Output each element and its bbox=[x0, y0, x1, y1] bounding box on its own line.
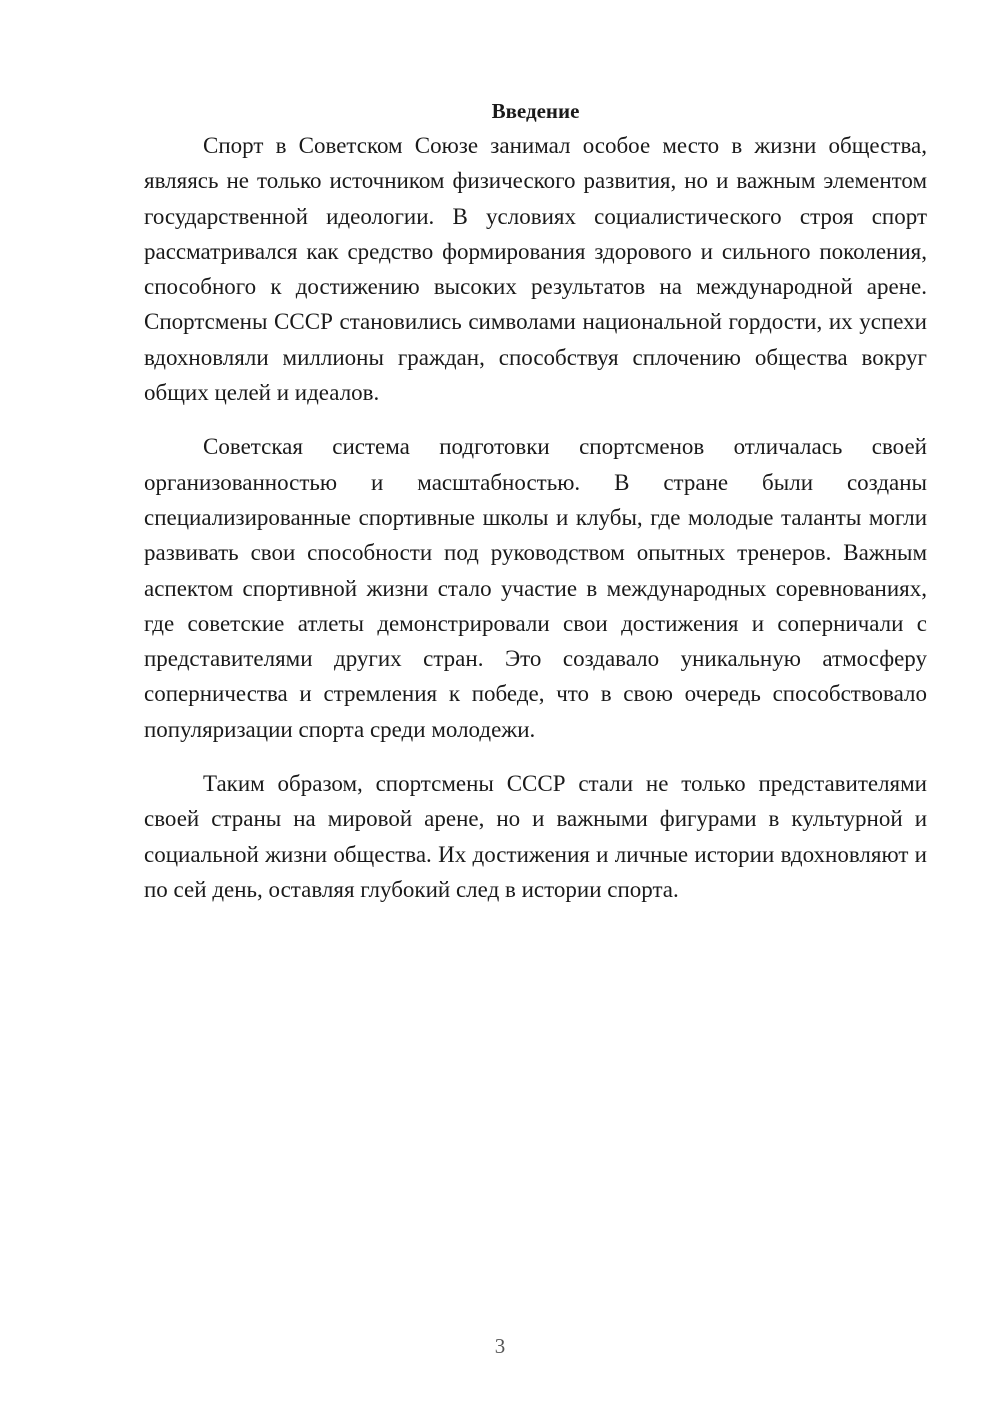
section-heading: Введение bbox=[491, 99, 580, 123]
page-number: 3 bbox=[494, 1334, 506, 1358]
document-page bbox=[144, 96, 927, 907]
paragraph-3: Таким образом, спортсмены СССР стали не только представителями своей страны на мировой арене, но и важными фигурами в культурной и социальной жизни общества. Их достижения и личные истории вдохновляют и по сей день, оставляя глубокий след в истории спорта. bbox=[144, 771, 927, 902]
paragraph-1: Спорт в Советском Союзе занимал особое место в жизни общества, являясь не только источником физического развития, но и важным элементом государственной идеологии. В условиях социалистического строя спорт рассматривался как средство формирования здорового и сильного поколения, способного к достижению высоких результатов на международной арене. Спортсмены СССР становились символами национальной гордости, их успехи вдохновляли миллионы граждан, способствуя сплочению общества вокруг общих целей и идеалов. bbox=[144, 133, 927, 406]
paragraph-2: Советская система подготовки спортсменов отличалась своей организованностью и масштабностью. В стране были созданы специализированные спортивные школы и клубы, где молодые таланты могли развивать свои способности под руководством опытных тренеров. Важным аспектом спортивной жизни стало участие в международных соревнованиях, где советские атлеты демонстрировали свои достижения и соперничали с представителями других стран. Это создавало уникальную атмосферу соперничества и стремления к победе, что в свою очередь способствовало популяризации спорта среди молодежи. bbox=[144, 434, 927, 742]
